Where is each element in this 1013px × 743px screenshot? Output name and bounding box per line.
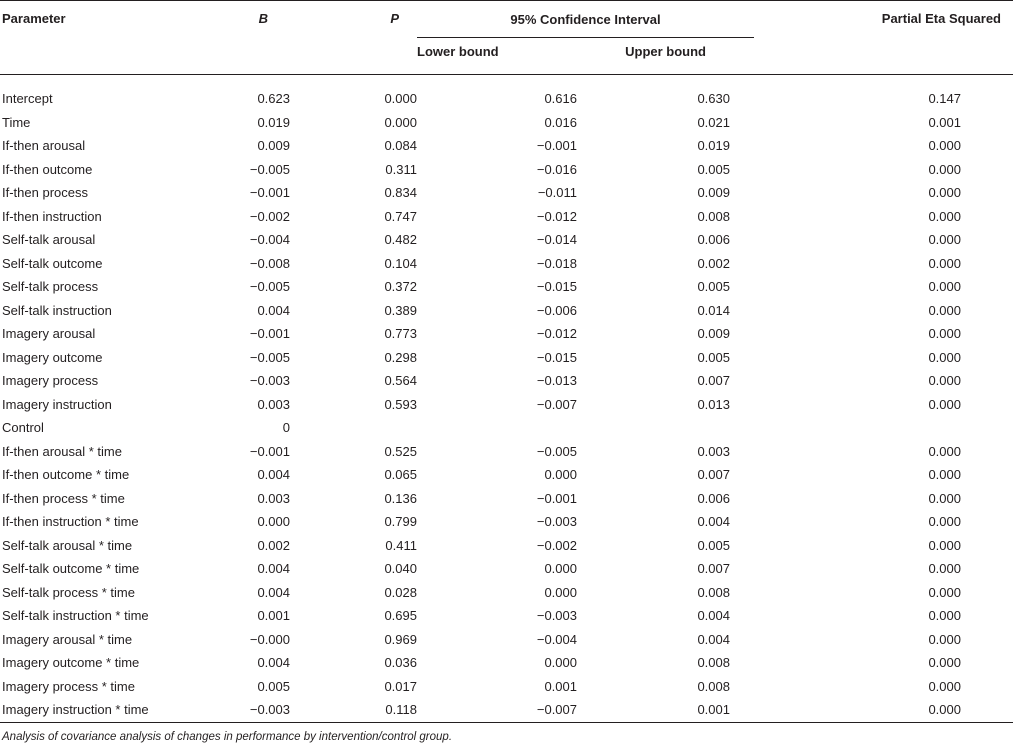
- row-lower-bound: 0.000: [544, 584, 577, 600]
- row-b-value: 0.004: [257, 302, 290, 318]
- row-parameter-name: If-then arousal: [2, 138, 86, 154]
- table-row: [0, 181, 1013, 205]
- row-lower-bound: −0.006: [536, 302, 577, 318]
- row-upper-bound: 0.007: [697, 561, 730, 577]
- row-upper-bound: 0.013: [697, 396, 730, 412]
- row-b-value: 0.000: [257, 514, 290, 530]
- row-b-value: −0.004: [249, 232, 290, 248]
- row-b-value: −0.002: [249, 208, 290, 224]
- row-p-value: 0.969: [384, 631, 417, 647]
- row-parameter-name: If-then instruction: [2, 208, 102, 224]
- row-b-value: −0.005: [249, 161, 290, 177]
- row-upper-bound: 0.019: [697, 138, 730, 154]
- row-b-value: 0.002: [257, 537, 290, 553]
- row-parameter-name: If-then process: [2, 185, 88, 201]
- row-lower-bound: 0.016: [544, 114, 577, 130]
- row-p-value: 0.482: [384, 232, 417, 248]
- row-parameter-name: Self-talk arousal: [2, 232, 96, 248]
- row-upper-bound: 0.003: [697, 443, 730, 459]
- row-upper-bound: 0.006: [697, 232, 730, 248]
- row-parameter-name: If-then arousal * time: [2, 443, 122, 459]
- row-parameter-name: Imagery process * time: [2, 678, 135, 694]
- row-parameter-name: Intercept: [2, 91, 53, 107]
- row-lower-bound: −0.012: [536, 326, 577, 342]
- row-lower-bound: 0.616: [544, 91, 577, 107]
- row-partial-eta-squared: 0.000: [928, 279, 961, 295]
- row-p-value: 0.065: [384, 467, 417, 483]
- row-b-value: −0.000: [249, 631, 290, 647]
- row-p-value: 0.104: [384, 255, 417, 271]
- table-row: [0, 440, 1013, 464]
- table-row: [0, 557, 1013, 581]
- row-b-value: 0.003: [257, 490, 290, 506]
- row-partial-eta-squared: 0.000: [928, 255, 961, 271]
- row-b-value: −0.005: [249, 349, 290, 365]
- row-b-value: 0.004: [257, 561, 290, 577]
- table-row: [0, 322, 1013, 346]
- row-upper-bound: 0.001: [697, 702, 730, 718]
- row-p-value: 0.017: [384, 678, 417, 694]
- row-partial-eta-squared: 0.000: [928, 678, 961, 694]
- row-parameter-name: Self-talk process * time: [2, 584, 135, 600]
- table-row: [0, 252, 1013, 276]
- row-b-value: −0.008: [249, 255, 290, 271]
- table-row: [0, 651, 1013, 675]
- row-partial-eta-squared: 0.000: [928, 396, 961, 412]
- row-p-value: 0.695: [384, 608, 417, 624]
- row-upper-bound: 0.007: [697, 373, 730, 389]
- table-row: [0, 158, 1013, 182]
- row-partial-eta-squared: 0.000: [928, 349, 961, 365]
- row-upper-bound: 0.008: [697, 584, 730, 600]
- row-partial-eta-squared: 0.000: [928, 655, 961, 671]
- table-row: [0, 628, 1013, 652]
- row-p-value: 0.000: [384, 91, 417, 107]
- row-b-value: 0.623: [257, 91, 290, 107]
- row-b-value: 0.009: [257, 138, 290, 154]
- row-lower-bound: −0.015: [536, 349, 577, 365]
- row-b-value: 0: [282, 420, 290, 436]
- table-row: [0, 416, 1013, 440]
- row-lower-bound: −0.013: [536, 373, 577, 389]
- row-b-value: 0.019: [257, 114, 290, 130]
- row-p-value: 0.564: [384, 373, 417, 389]
- table-row: [0, 346, 1013, 370]
- table-footnote: Analysis of covariance analysis of changes in performance by intervention/control group.: [2, 730, 453, 743]
- table-row: [0, 581, 1013, 605]
- row-partial-eta-squared: 0.000: [928, 467, 961, 483]
- row-parameter-name: Control: [2, 420, 44, 436]
- row-parameter-name: If-then instruction * time: [2, 514, 139, 530]
- row-lower-bound: 0.001: [544, 678, 577, 694]
- row-p-value: 0.040: [384, 561, 417, 577]
- row-p-value: [290, 416, 417, 440]
- table-row: [0, 134, 1013, 158]
- row-partial-eta-squared: 0.000: [928, 138, 961, 154]
- row-lower-bound: −0.004: [536, 631, 577, 647]
- row-partial-eta-squared: 0.000: [928, 208, 961, 224]
- row-b-value: −0.001: [249, 185, 290, 201]
- header-p: P: [390, 11, 399, 26]
- header-partial-eta-squared: Partial Eta Squared: [881, 11, 1001, 26]
- row-b-value: −0.005: [249, 279, 290, 295]
- row-parameter-name: Self-talk instruction * time: [2, 608, 149, 624]
- table-row: [0, 75, 1013, 111]
- table-row: [0, 205, 1013, 229]
- row-lower-bound: −0.016: [536, 161, 577, 177]
- row-p-value: 0.747: [384, 208, 417, 224]
- row-p-value: 0.298: [384, 349, 417, 365]
- row-b-value: 0.005: [257, 678, 290, 694]
- row-b-value: −0.003: [249, 373, 290, 389]
- row-parameter-name: If-then process * time: [2, 490, 125, 506]
- row-upper-bound: 0.014: [697, 302, 730, 318]
- row-parameter-name: Imagery arousal * time: [2, 631, 133, 647]
- row-lower-bound: −0.002: [536, 537, 577, 553]
- row-upper-bound: 0.005: [697, 161, 730, 177]
- row-upper-bound: 0.004: [697, 608, 730, 624]
- row-lower-bound: −0.001: [536, 490, 577, 506]
- row-p-value: 0.593: [384, 396, 417, 412]
- row-b-value: 0.004: [257, 467, 290, 483]
- row-partial-eta-squared: 0.000: [928, 631, 961, 647]
- row-upper-bound: 0.005: [697, 279, 730, 295]
- row-p-value: 0.834: [384, 185, 417, 201]
- row-parameter-name: Imagery outcome * time: [2, 655, 140, 671]
- row-partial-eta-squared: 0.001: [928, 114, 961, 130]
- row-upper-bound: 0.002: [697, 255, 730, 271]
- row-p-value: 0.000: [384, 114, 417, 130]
- table-row: [0, 463, 1013, 487]
- row-lower-bound: −0.014: [536, 232, 577, 248]
- row-parameter-name: Imagery process: [2, 373, 99, 389]
- row-parameter-name: Imagery arousal: [2, 326, 96, 342]
- row-parameter-name: Imagery instruction: [2, 396, 112, 412]
- table-row: [0, 698, 1013, 722]
- row-upper-bound: 0.021: [697, 114, 730, 130]
- row-b-value: −0.003: [249, 702, 290, 718]
- row-b-value: −0.001: [249, 443, 290, 459]
- row-parameter-name: Self-talk outcome: [2, 255, 103, 271]
- row-b-value: −0.001: [249, 326, 290, 342]
- table-row: [0, 487, 1013, 511]
- row-parameter-name: If-then outcome: [2, 161, 93, 177]
- row-partial-eta-squared: 0.000: [928, 373, 961, 389]
- row-partial-eta-squared: 0.000: [928, 537, 961, 553]
- row-b-value: 0.001: [257, 608, 290, 624]
- row-parameter-name: Time: [2, 114, 31, 130]
- row-lower-bound: −0.011: [537, 185, 577, 201]
- row-parameter-name: Self-talk outcome * time: [2, 561, 140, 577]
- row-partial-eta-squared: 0.000: [928, 326, 961, 342]
- row-lower-bound: 0.000: [544, 561, 577, 577]
- row-b-value: 0.003: [257, 396, 290, 412]
- table-row: [0, 111, 1013, 135]
- row-partial-eta-squared: 0.000: [928, 232, 961, 248]
- row-upper-bound: 0.006: [697, 490, 730, 506]
- row-partial-eta-squared: [754, 416, 1013, 440]
- row-p-value: 0.389: [384, 302, 417, 318]
- row-upper-bound: 0.008: [697, 655, 730, 671]
- header-b: B: [258, 11, 268, 26]
- row-lower-bound: −0.012: [536, 208, 577, 224]
- row-upper-bound: 0.009: [697, 185, 730, 201]
- row-lower-bound: −0.003: [536, 514, 577, 530]
- table-row: [0, 299, 1013, 323]
- row-p-value: 0.036: [384, 655, 417, 671]
- row-lower-bound: −0.015: [536, 279, 577, 295]
- row-upper-bound: 0.008: [697, 678, 730, 694]
- row-partial-eta-squared: 0.147: [928, 91, 961, 107]
- row-p-value: 0.084: [384, 138, 417, 154]
- header-parameter: Parameter: [2, 11, 66, 26]
- row-lower-bound: 0.000: [544, 655, 577, 671]
- row-upper-bound: 0.004: [697, 631, 730, 647]
- table-row: [0, 275, 1013, 299]
- row-p-value: 0.525: [384, 443, 417, 459]
- row-p-value: 0.799: [384, 514, 417, 530]
- row-p-value: 0.136: [384, 490, 417, 506]
- row-partial-eta-squared: 0.000: [928, 561, 961, 577]
- row-p-value: 0.028: [384, 584, 417, 600]
- table-row: [0, 675, 1013, 699]
- row-partial-eta-squared: 0.000: [928, 584, 961, 600]
- table-row: [0, 393, 1013, 417]
- row-lower-bound: −0.001: [536, 138, 577, 154]
- table-row: [0, 369, 1013, 393]
- header-confidence-interval: 95% Confidence Interval: [417, 1, 754, 38]
- table-row: [0, 534, 1013, 558]
- row-partial-eta-squared: 0.000: [928, 185, 961, 201]
- table-row: [0, 228, 1013, 252]
- row-partial-eta-squared: 0.000: [928, 161, 961, 177]
- table-row: [0, 604, 1013, 628]
- row-b-value: 0.004: [257, 584, 290, 600]
- row-upper-bound: 0.005: [697, 537, 730, 553]
- row-upper-bound: 0.005: [697, 349, 730, 365]
- row-lower-bound: [417, 416, 577, 440]
- row-parameter-name: Self-talk arousal * time: [2, 537, 133, 553]
- row-p-value: 0.411: [385, 537, 417, 553]
- row-p-value: 0.372: [384, 279, 417, 295]
- row-upper-bound: 0.630: [697, 91, 730, 107]
- row-partial-eta-squared: 0.000: [928, 490, 961, 506]
- row-upper-bound: 0.004: [697, 514, 730, 530]
- row-parameter-name: Imagery instruction * time: [2, 702, 149, 718]
- row-upper-bound: [577, 416, 754, 440]
- row-upper-bound: 0.007: [697, 467, 730, 483]
- row-lower-bound: −0.005: [536, 443, 577, 459]
- row-partial-eta-squared: 0.000: [928, 514, 961, 530]
- row-p-value: 0.311: [385, 161, 417, 177]
- row-parameter-name: Self-talk instruction: [2, 302, 112, 318]
- row-b-value: 0.004: [257, 655, 290, 671]
- row-upper-bound: 0.009: [697, 326, 730, 342]
- row-p-value: 0.773: [384, 326, 417, 342]
- row-partial-eta-squared: 0.000: [928, 302, 961, 318]
- row-parameter-name: Imagery outcome: [2, 349, 103, 365]
- row-lower-bound: −0.003: [536, 608, 577, 624]
- row-lower-bound: −0.007: [536, 702, 577, 718]
- row-partial-eta-squared: 0.000: [928, 702, 961, 718]
- row-lower-bound: −0.018: [536, 255, 577, 271]
- table-row: [0, 510, 1013, 534]
- row-partial-eta-squared: 0.000: [928, 443, 961, 459]
- row-parameter-name: Self-talk process: [2, 279, 99, 295]
- row-p-value: 0.118: [385, 702, 417, 718]
- row-partial-eta-squared: 0.000: [928, 608, 961, 624]
- row-parameter-name: If-then outcome * time: [2, 467, 130, 483]
- row-upper-bound: 0.008: [697, 208, 730, 224]
- header-lower-bound: Lower bound: [417, 44, 499, 59]
- header-upper-bound: Upper bound: [625, 44, 706, 59]
- row-lower-bound: 0.000: [544, 467, 577, 483]
- row-lower-bound: −0.007: [536, 396, 577, 412]
